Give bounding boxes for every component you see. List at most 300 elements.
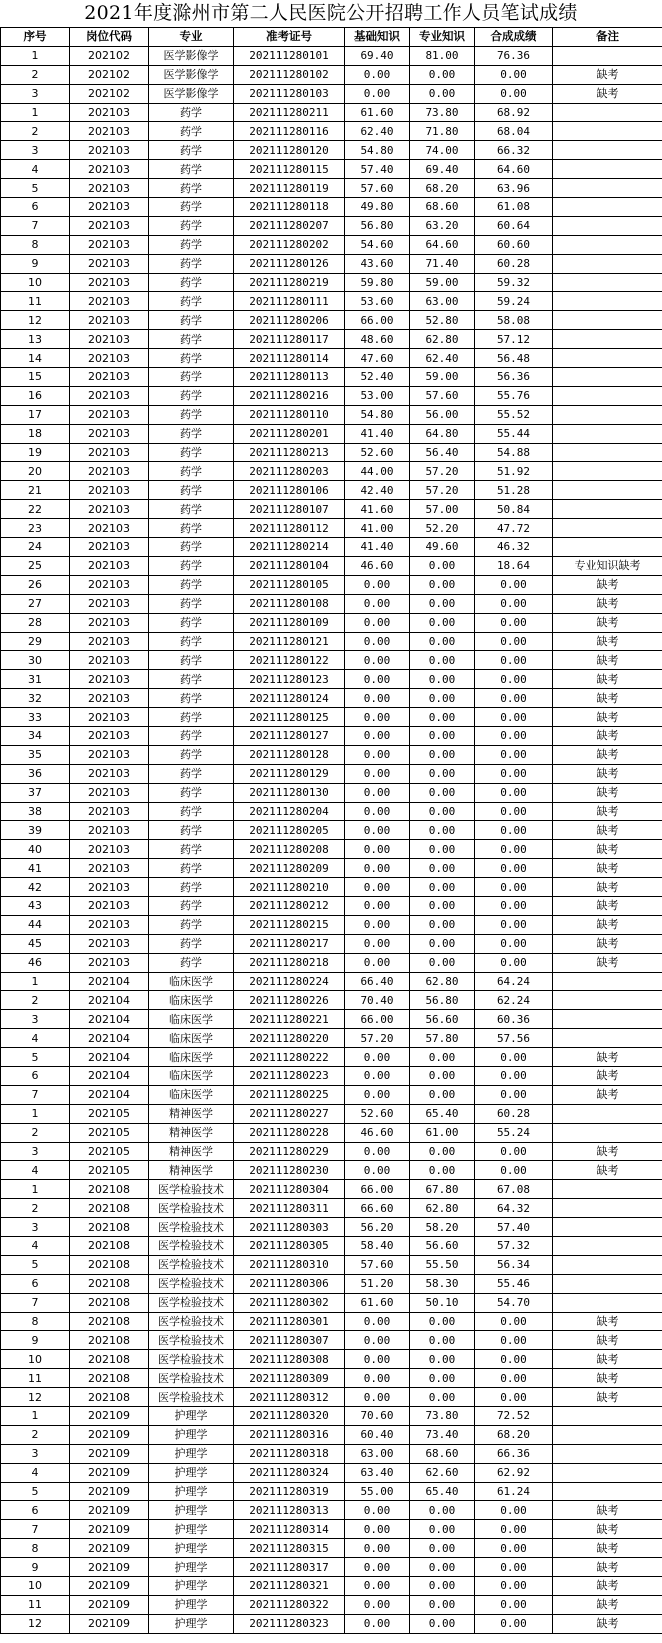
cell-major-score: 62.80 [410, 1199, 475, 1218]
cell-remark: 缺考 [553, 821, 662, 840]
cell-major-score: 0.00 [410, 556, 475, 575]
cell-total-score: 62.24 [475, 991, 553, 1010]
cell-seq: 1 [1, 103, 70, 122]
cell-basic-score: 0.00 [345, 708, 410, 727]
cell-remark [553, 254, 662, 273]
cell-seq: 10 [1, 273, 70, 292]
cell-seq: 5 [1, 1482, 70, 1501]
table-row [1, 443, 662, 462]
cell-major-score: 62.80 [410, 972, 475, 991]
cell-major: 护理学 [149, 1482, 234, 1501]
cell-total-score: 60.64 [475, 216, 553, 235]
table-row [1, 1199, 662, 1218]
cell-total-score: 0.00 [475, 632, 553, 651]
cell-major: 药学 [149, 179, 234, 198]
table-row [1, 330, 662, 349]
cell-seq: 17 [1, 405, 70, 424]
cell-ticket-no: 202111280108 [234, 594, 345, 613]
cell-major: 临床医学 [149, 991, 234, 1010]
cell-basic-score: 0.00 [345, 726, 410, 745]
cell-basic-score: 41.40 [345, 424, 410, 443]
cell-major: 药学 [149, 368, 234, 387]
cell-post-code: 202109 [70, 1425, 149, 1444]
table-row [1, 972, 662, 991]
cell-major-score: 73.80 [410, 1407, 475, 1426]
cell-major-score: 0.00 [410, 821, 475, 840]
cell-ticket-no: 202111280308 [234, 1350, 345, 1369]
cell-post-code: 202103 [70, 726, 149, 745]
cell-basic-score: 0.00 [345, 594, 410, 613]
cell-total-score: 0.00 [475, 821, 553, 840]
cell-remark: 缺考 [553, 1312, 662, 1331]
cell-seq: 8 [1, 1539, 70, 1558]
cell-major-score: 73.80 [410, 103, 475, 122]
cell-basic-score: 0.00 [345, 1558, 410, 1577]
cell-ticket-no: 202111280319 [234, 1482, 345, 1501]
cell-basic-score: 48.60 [345, 330, 410, 349]
cell-post-code: 202103 [70, 859, 149, 878]
cell-basic-score: 52.40 [345, 368, 410, 387]
cell-major: 药学 [149, 670, 234, 689]
cell-basic-score: 0.00 [345, 1595, 410, 1614]
table-row [1, 1539, 662, 1558]
cell-post-code: 202103 [70, 368, 149, 387]
col-header-seq: 序号 [1, 28, 70, 47]
cell-total-score: 0.00 [475, 1595, 553, 1614]
cell-remark [553, 991, 662, 1010]
cell-major-score: 0.00 [410, 1142, 475, 1161]
cell-total-score: 0.00 [475, 1312, 553, 1331]
cell-basic-score: 70.60 [345, 1407, 410, 1426]
cell-total-score: 66.36 [475, 1444, 553, 1463]
cell-total-score: 18.64 [475, 556, 553, 575]
cell-major: 药学 [149, 896, 234, 915]
cell-major-score: 0.00 [410, 689, 475, 708]
cell-remark [553, 1180, 662, 1199]
cell-total-score: 54.88 [475, 443, 553, 462]
cell-seq: 11 [1, 292, 70, 311]
cell-major: 药学 [149, 632, 234, 651]
table-row [1, 349, 662, 368]
table-row [1, 1463, 662, 1482]
cell-major-score: 61.00 [410, 1123, 475, 1142]
cell-remark [553, 405, 662, 424]
cell-post-code: 202105 [70, 1161, 149, 1180]
cell-post-code: 202103 [70, 632, 149, 651]
cell-total-score: 51.28 [475, 481, 553, 500]
cell-post-code: 202103 [70, 613, 149, 632]
cell-major-score: 64.60 [410, 235, 475, 254]
cell-remark: 缺考 [553, 1388, 662, 1407]
cell-major-score: 0.00 [410, 670, 475, 689]
cell-remark: 缺考 [553, 84, 662, 103]
cell-total-score: 64.60 [475, 160, 553, 179]
cell-total-score: 0.00 [475, 764, 553, 783]
cell-major-score: 59.00 [410, 273, 475, 292]
table-row [1, 1388, 662, 1407]
cell-total-score: 0.00 [475, 1048, 553, 1067]
cell-ticket-no: 202111280127 [234, 726, 345, 745]
cell-basic-score: 66.00 [345, 1010, 410, 1029]
table-row [1, 1142, 662, 1161]
cell-seq: 19 [1, 443, 70, 462]
cell-seq: 23 [1, 519, 70, 538]
cell-major-score: 0.00 [410, 708, 475, 727]
cell-ticket-no: 202111280217 [234, 934, 345, 953]
cell-seq: 36 [1, 764, 70, 783]
cell-major: 药学 [149, 538, 234, 557]
cell-seq: 22 [1, 500, 70, 519]
cell-post-code: 202103 [70, 500, 149, 519]
cell-total-score: 0.00 [475, 783, 553, 802]
table-row [1, 46, 662, 65]
cell-major: 精神医学 [149, 1123, 234, 1142]
cell-basic-score: 66.60 [345, 1199, 410, 1218]
table-row [1, 821, 662, 840]
cell-seq: 9 [1, 254, 70, 273]
cell-major: 临床医学 [149, 1085, 234, 1104]
cell-post-code: 202103 [70, 462, 149, 481]
cell-seq: 9 [1, 1558, 70, 1577]
cell-major: 药学 [149, 953, 234, 972]
cell-ticket-no: 202111280202 [234, 235, 345, 254]
cell-remark [553, 46, 662, 65]
cell-remark [553, 1425, 662, 1444]
cell-seq: 39 [1, 821, 70, 840]
cell-major-score: 0.00 [410, 1066, 475, 1085]
cell-post-code: 202108 [70, 1255, 149, 1274]
cell-post-code: 202105 [70, 1142, 149, 1161]
cell-basic-score: 0.00 [345, 896, 410, 915]
cell-seq: 5 [1, 179, 70, 198]
cell-major-score: 0.00 [410, 840, 475, 859]
table-row [1, 1048, 662, 1067]
cell-post-code: 202108 [70, 1237, 149, 1256]
cell-remark: 缺考 [553, 1048, 662, 1067]
cell-ticket-no: 202111280129 [234, 764, 345, 783]
cell-seq: 38 [1, 802, 70, 821]
cell-major-score: 65.40 [410, 1482, 475, 1501]
cell-basic-score: 56.20 [345, 1218, 410, 1237]
cell-ticket-no: 202111280307 [234, 1331, 345, 1350]
cell-ticket-no: 202111280201 [234, 424, 345, 443]
cell-ticket-no: 202111280122 [234, 651, 345, 670]
cell-seq: 7 [1, 1520, 70, 1539]
cell-remark [553, 1218, 662, 1237]
cell-major-score: 0.00 [410, 953, 475, 972]
cell-remark: 缺考 [553, 689, 662, 708]
cell-seq: 15 [1, 368, 70, 387]
cell-major: 药学 [149, 594, 234, 613]
table-row [1, 254, 662, 273]
cell-major: 药学 [149, 556, 234, 575]
cell-ticket-no: 202111280228 [234, 1123, 345, 1142]
cell-basic-score: 0.00 [345, 783, 410, 802]
cell-post-code: 202103 [70, 216, 149, 235]
col-header-major-score: 专业知识 [410, 28, 475, 47]
cell-major: 护理学 [149, 1539, 234, 1558]
table-row [1, 1104, 662, 1123]
cell-post-code: 202102 [70, 84, 149, 103]
table-row [1, 953, 662, 972]
cell-seq: 35 [1, 745, 70, 764]
cell-seq: 14 [1, 349, 70, 368]
cell-total-score: 0.00 [475, 1614, 553, 1633]
cell-remark [553, 424, 662, 443]
cell-ticket-no: 202111280215 [234, 915, 345, 934]
cell-major-score: 81.00 [410, 46, 475, 65]
cell-ticket-no: 202111280221 [234, 1010, 345, 1029]
cell-ticket-no: 202111280206 [234, 311, 345, 330]
cell-remark [553, 235, 662, 254]
cell-major-score: 0.00 [410, 896, 475, 915]
cell-post-code: 202103 [70, 575, 149, 594]
cell-remark: 缺考 [553, 726, 662, 745]
cell-basic-score: 0.00 [345, 1539, 410, 1558]
table-row [1, 934, 662, 953]
cell-post-code: 202109 [70, 1539, 149, 1558]
cell-major: 药学 [149, 726, 234, 745]
cell-total-score: 0.00 [475, 915, 553, 934]
cell-total-score: 0.00 [475, 840, 553, 859]
cell-basic-score: 59.80 [345, 273, 410, 292]
cell-basic-score: 0.00 [345, 613, 410, 632]
cell-remark [553, 311, 662, 330]
cell-post-code: 202103 [70, 349, 149, 368]
cell-ticket-no: 202111280204 [234, 802, 345, 821]
table-row [1, 292, 662, 311]
cell-post-code: 202108 [70, 1388, 149, 1407]
cell-total-score: 63.96 [475, 179, 553, 198]
cell-post-code: 202104 [70, 1048, 149, 1067]
cell-total-score: 76.36 [475, 46, 553, 65]
cell-basic-score: 0.00 [345, 670, 410, 689]
cell-major-score: 59.00 [410, 368, 475, 387]
cell-ticket-no: 202111280303 [234, 1218, 345, 1237]
cell-post-code: 202103 [70, 934, 149, 953]
cell-basic-score: 54.80 [345, 405, 410, 424]
cell-major-score: 57.20 [410, 462, 475, 481]
table-row [1, 556, 662, 575]
cell-total-score: 0.00 [475, 859, 553, 878]
cell-major: 护理学 [149, 1407, 234, 1426]
cell-seq: 32 [1, 689, 70, 708]
cell-basic-score: 0.00 [345, 1388, 410, 1407]
cell-remark: 缺考 [553, 575, 662, 594]
cell-post-code: 202103 [70, 556, 149, 575]
cell-major-score: 57.60 [410, 386, 475, 405]
cell-remark [553, 386, 662, 405]
cell-total-score: 0.00 [475, 953, 553, 972]
cell-basic-score: 0.00 [345, 878, 410, 897]
cell-seq: 30 [1, 651, 70, 670]
cell-ticket-no: 202111280119 [234, 179, 345, 198]
table-row [1, 386, 662, 405]
cell-ticket-no: 202111280323 [234, 1614, 345, 1633]
cell-remark: 缺考 [553, 708, 662, 727]
cell-remark: 缺考 [553, 764, 662, 783]
cell-remark: 缺考 [553, 1161, 662, 1180]
cell-ticket-no: 202111280114 [234, 349, 345, 368]
table-row [1, 1482, 662, 1501]
cell-seq: 1 [1, 46, 70, 65]
table-row [1, 1123, 662, 1142]
cell-major-score: 68.60 [410, 1444, 475, 1463]
cell-seq: 2 [1, 65, 70, 84]
cell-seq: 8 [1, 235, 70, 254]
cell-post-code: 202108 [70, 1218, 149, 1237]
cell-major-score: 56.40 [410, 443, 475, 462]
cell-major-score: 58.30 [410, 1274, 475, 1293]
cell-ticket-no: 202111280324 [234, 1463, 345, 1482]
cell-basic-score: 57.60 [345, 179, 410, 198]
table-row [1, 1407, 662, 1426]
cell-ticket-no: 202111280227 [234, 1104, 345, 1123]
cell-seq: 24 [1, 538, 70, 557]
cell-seq: 9 [1, 1331, 70, 1350]
cell-ticket-no: 202111280128 [234, 745, 345, 764]
cell-seq: 2 [1, 991, 70, 1010]
cell-major: 临床医学 [149, 1048, 234, 1067]
cell-major-score: 68.20 [410, 179, 475, 198]
cell-major-score: 0.00 [410, 632, 475, 651]
cell-ticket-no: 202111280318 [234, 1444, 345, 1463]
cell-ticket-no: 202111280109 [234, 613, 345, 632]
cell-ticket-no: 202111280103 [234, 84, 345, 103]
cell-remark: 缺考 [553, 1142, 662, 1161]
cell-major-score: 56.80 [410, 991, 475, 1010]
cell-major: 护理学 [149, 1558, 234, 1577]
cell-post-code: 202109 [70, 1595, 149, 1614]
cell-total-score: 0.00 [475, 1369, 553, 1388]
cell-total-score: 0.00 [475, 65, 553, 84]
table-row [1, 1237, 662, 1256]
cell-basic-score: 53.00 [345, 386, 410, 405]
cell-total-score: 0.00 [475, 726, 553, 745]
cell-basic-score: 0.00 [345, 1312, 410, 1331]
cell-post-code: 202109 [70, 1614, 149, 1633]
cell-remark: 缺考 [553, 934, 662, 953]
table-row [1, 311, 662, 330]
cell-major-score: 68.60 [410, 198, 475, 217]
cell-post-code: 202103 [70, 273, 149, 292]
cell-major-score: 56.60 [410, 1237, 475, 1256]
cell-major: 医学检验技术 [149, 1180, 234, 1199]
table-row [1, 1293, 662, 1312]
cell-ticket-no: 202111280214 [234, 538, 345, 557]
cell-post-code: 202103 [70, 179, 149, 198]
table-row [1, 405, 662, 424]
cell-total-score: 0.00 [475, 1066, 553, 1085]
cell-total-score: 55.52 [475, 405, 553, 424]
table-row [1, 708, 662, 727]
table-row [1, 1161, 662, 1180]
cell-total-score: 55.46 [475, 1274, 553, 1293]
table-row [1, 802, 662, 821]
cell-major-score: 0.00 [410, 1614, 475, 1633]
table-row [1, 594, 662, 613]
table-row [1, 538, 662, 557]
cell-total-score: 0.00 [475, 84, 553, 103]
cell-major: 医学检验技术 [149, 1350, 234, 1369]
cell-ticket-no: 202111280207 [234, 216, 345, 235]
cell-major-score: 57.80 [410, 1029, 475, 1048]
cell-basic-score: 0.00 [345, 689, 410, 708]
cell-major-score: 57.00 [410, 500, 475, 519]
cell-major-score: 64.80 [410, 424, 475, 443]
cell-total-score: 0.00 [475, 1501, 553, 1520]
cell-remark: 缺考 [553, 65, 662, 84]
cell-seq: 4 [1, 1237, 70, 1256]
cell-seq: 6 [1, 1066, 70, 1085]
cell-post-code: 202103 [70, 594, 149, 613]
cell-remark [553, 198, 662, 217]
table-row [1, 745, 662, 764]
table-row [1, 1312, 662, 1331]
table-row [1, 1577, 662, 1596]
cell-remark: 缺考 [553, 1520, 662, 1539]
cell-major: 药学 [149, 915, 234, 934]
cell-major-score: 0.00 [410, 84, 475, 103]
col-header-remark: 备注 [553, 28, 662, 47]
cell-major-score: 52.20 [410, 519, 475, 538]
cell-major: 医学检验技术 [149, 1255, 234, 1274]
cell-post-code: 202103 [70, 405, 149, 424]
cell-major: 护理学 [149, 1501, 234, 1520]
table-row [1, 1501, 662, 1520]
cell-seq: 12 [1, 1614, 70, 1633]
cell-major: 药学 [149, 122, 234, 141]
cell-remark: 专业知识缺考 [553, 556, 662, 575]
cell-major-score: 0.00 [410, 1577, 475, 1596]
cell-major: 药学 [149, 330, 234, 349]
cell-remark: 缺考 [553, 896, 662, 915]
cell-major-score: 62.80 [410, 330, 475, 349]
cell-major: 药学 [149, 708, 234, 727]
cell-remark [553, 1104, 662, 1123]
cell-basic-score: 0.00 [345, 651, 410, 670]
cell-remark [553, 1237, 662, 1256]
cell-major-score: 0.00 [410, 802, 475, 821]
cell-ticket-no: 202111280313 [234, 1501, 345, 1520]
cell-remark: 缺考 [553, 632, 662, 651]
cell-total-score: 0.00 [475, 689, 553, 708]
cell-total-score: 67.08 [475, 1180, 553, 1199]
cell-seq: 5 [1, 1048, 70, 1067]
cell-remark [553, 368, 662, 387]
cell-seq: 8 [1, 1312, 70, 1331]
cell-major-score: 52.80 [410, 311, 475, 330]
cell-total-score: 0.00 [475, 594, 553, 613]
cell-major: 临床医学 [149, 972, 234, 991]
cell-remark [553, 179, 662, 198]
cell-major-score: 0.00 [410, 726, 475, 745]
cell-major-score: 0.00 [410, 1520, 475, 1539]
cell-remark: 缺考 [553, 859, 662, 878]
cell-ticket-no: 202111280121 [234, 632, 345, 651]
table-row [1, 122, 662, 141]
cell-major-score: 69.40 [410, 160, 475, 179]
table-row [1, 1255, 662, 1274]
cell-major: 药学 [149, 745, 234, 764]
cell-major: 护理学 [149, 1614, 234, 1633]
cell-major: 护理学 [149, 1577, 234, 1596]
cell-basic-score: 41.00 [345, 519, 410, 538]
cell-total-score: 56.36 [475, 368, 553, 387]
cell-post-code: 202109 [70, 1463, 149, 1482]
cell-total-score: 0.00 [475, 1142, 553, 1161]
cell-ticket-no: 202111280124 [234, 689, 345, 708]
